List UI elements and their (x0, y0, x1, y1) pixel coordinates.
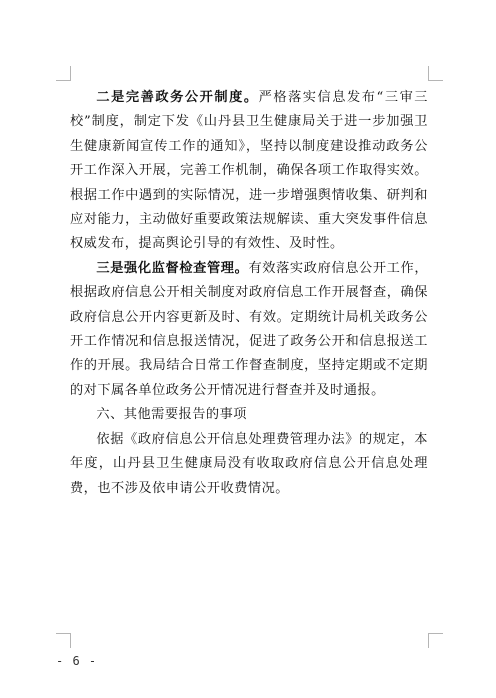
paragraph-strengthen-supervision (70, 257, 428, 403)
section-heading-other-matters: 六、其他需要报告的事项 (96, 407, 247, 423)
paragraph-fee-statement: 依据《政府信息公开信息处理费管理办法》的规定，本年度，山丹县卫生健康局没有收取政府信息公开信息处理费，也不涉及依申请公开收费情况。 (70, 431, 428, 496)
paragraph-improve-disclosure-system (70, 86, 428, 257)
page-number: - 6 - (56, 654, 98, 668)
corner-mark-top-left (56, 66, 71, 81)
paragraph-text: 有效落实政府信息公开工作，根据政府信息公开相关制度对政府信息工作开展督查，确保政府信息公开内容更新及时、有效。定期统计局机关政务公开工作情况和信息报送情况，促进了政务公开和信息报送工作的开展。我局结合日常工作督查制度，坚持定期或不定期的对下属各单位政务公开情况进行督查并及时通报。 (70, 260, 429, 398)
corner-mark-bottom-right (428, 633, 443, 648)
paragraph-text: 严格落实信息发布“三审三校”制度，制定下发《山丹县卫生健康局关于进一步加强卫生健康新闻宣传工作的通知》，坚持以制度建设推动政务公开工作深入开展，完善工作机制，确保各项工作取得实效。根据工作中遇到的实际情况，进一步增强舆情收集、研判和应对能力，主动做好重要政策法规解读、重大突发事件信息权威发布，提高舆论引导的有效性、及时性。 (70, 90, 428, 252)
paragraph-lead: 二是完善政务公开制度。 (96, 90, 259, 105)
corner-mark-bottom-left (56, 633, 71, 648)
paragraph-lead: 三是强化监督检查管理。 (96, 260, 249, 276)
corner-mark-top-right (428, 66, 443, 81)
document-body (70, 86, 428, 501)
